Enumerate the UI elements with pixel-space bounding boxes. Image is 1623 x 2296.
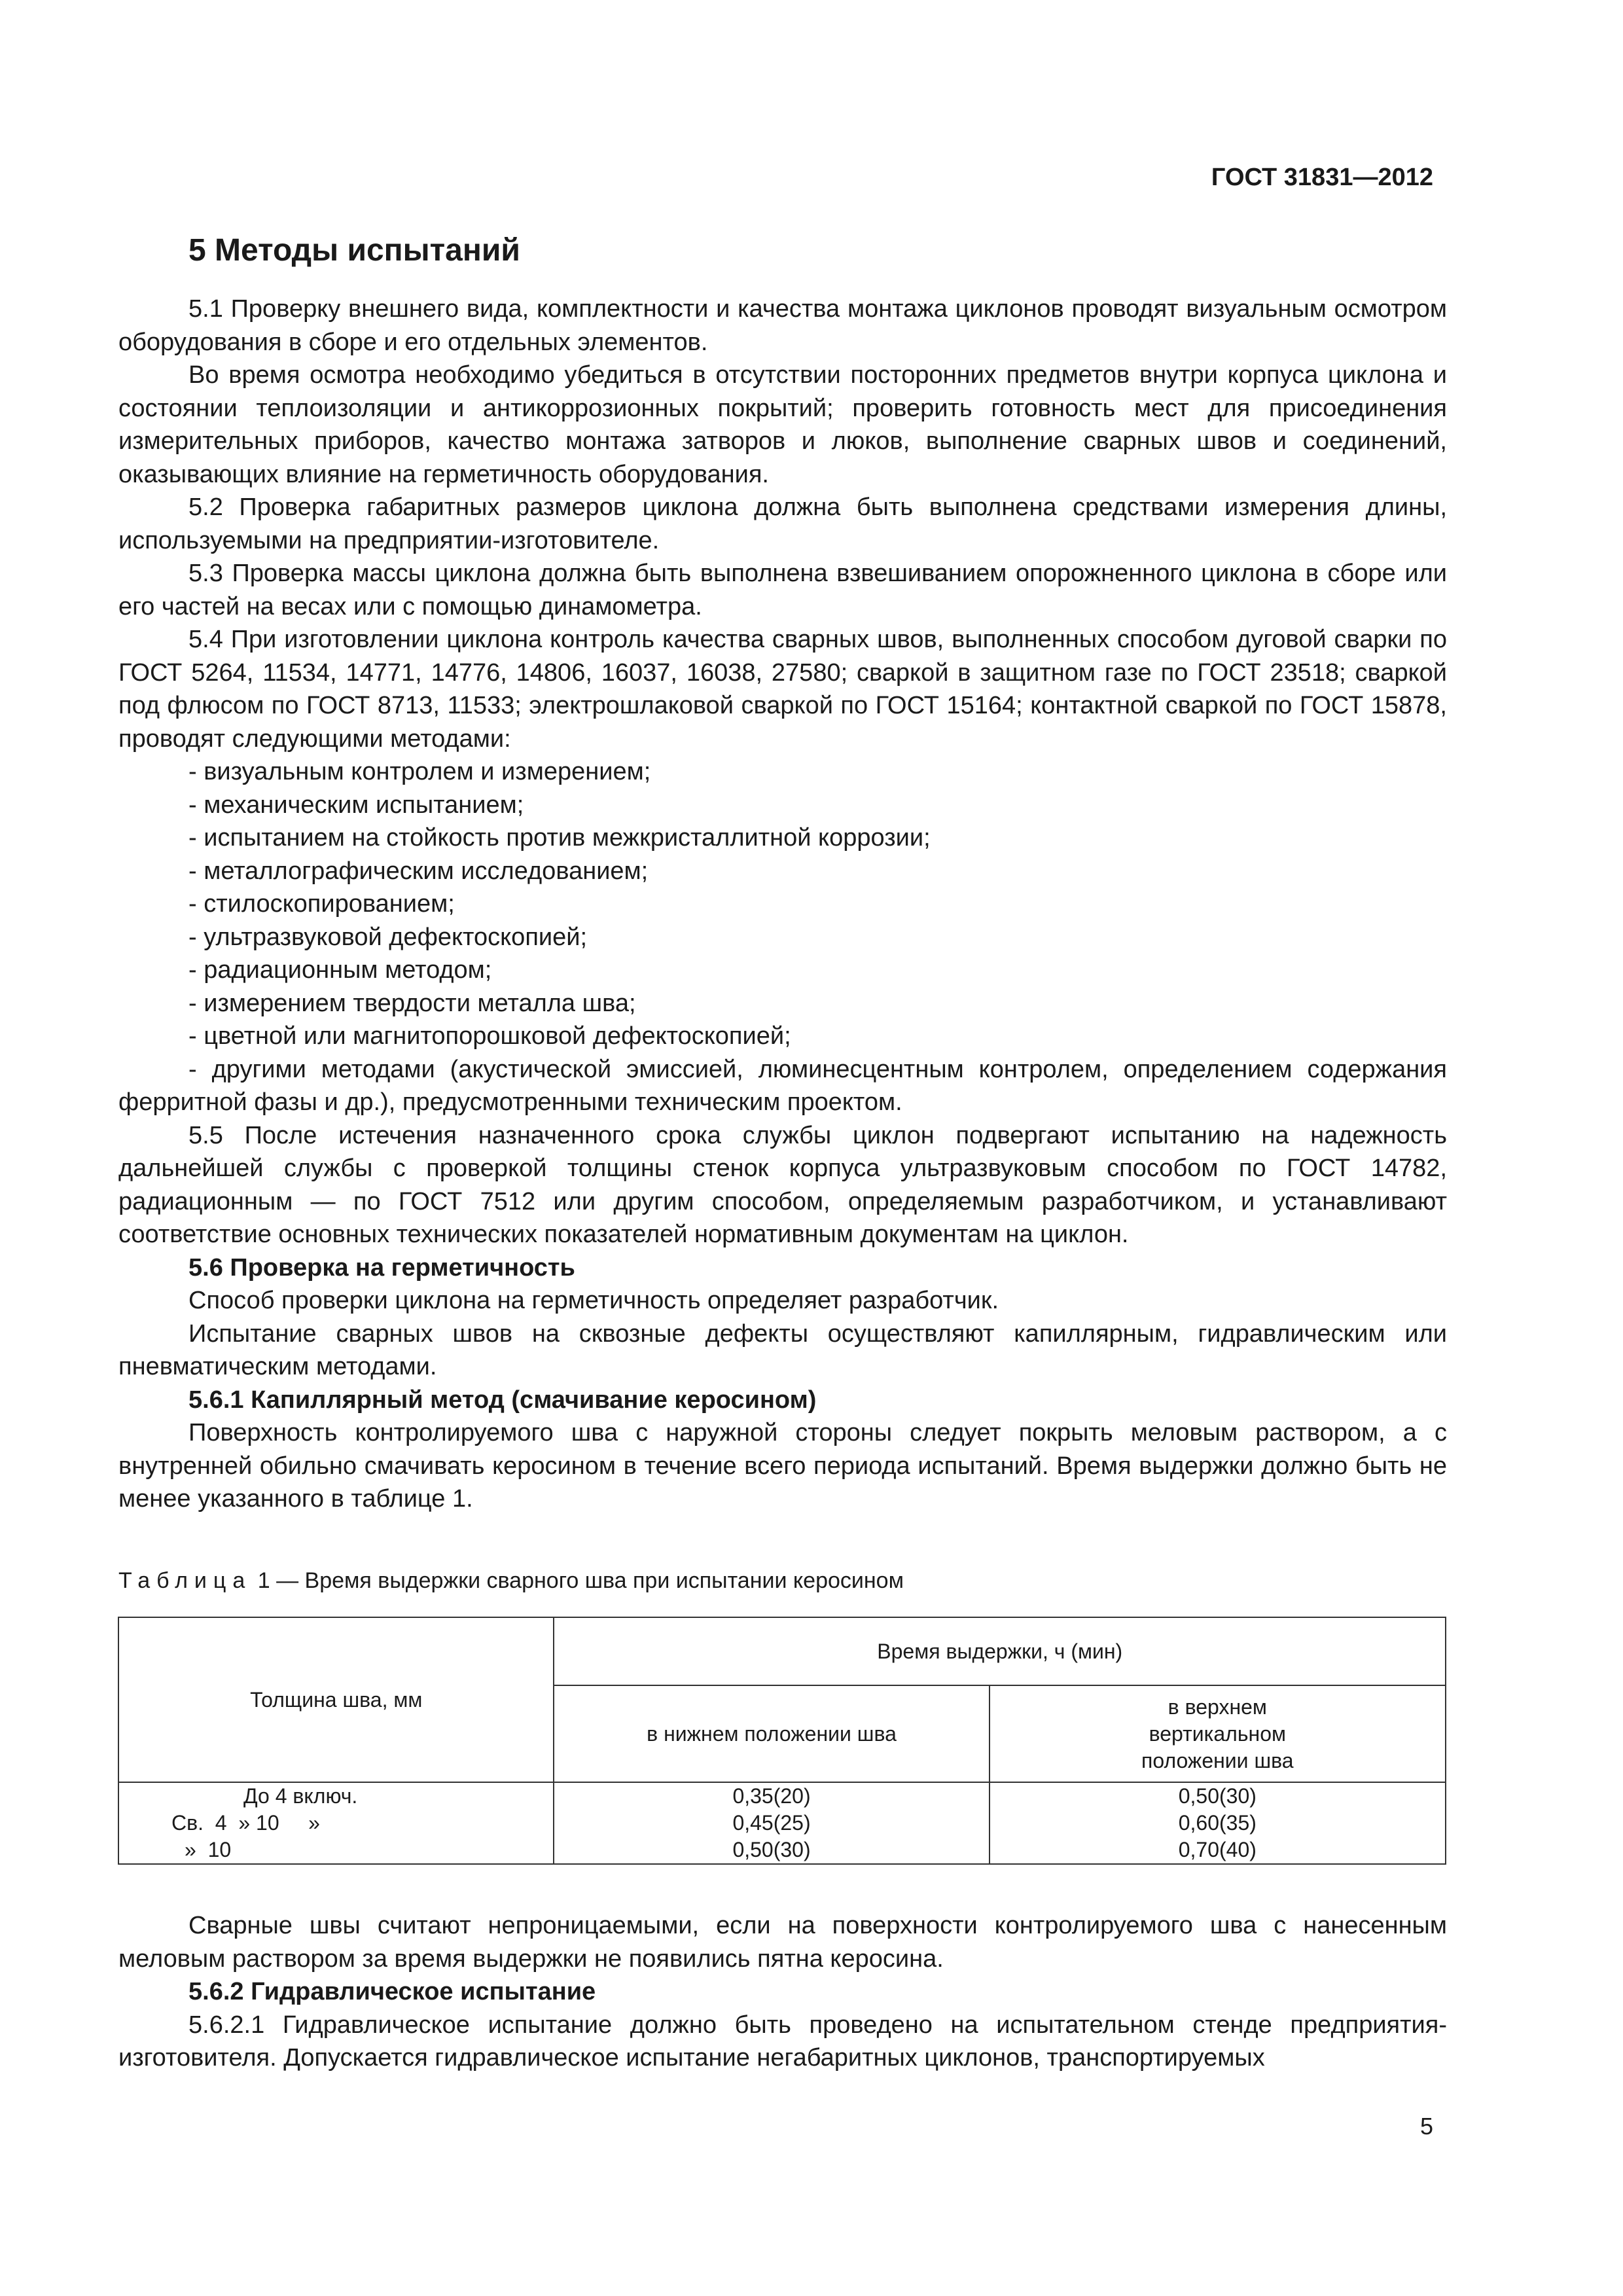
paragraph-inspection: Во время осмотра необходимо убедиться в отсутствии посторонних предметов внутри корпуса циклона и состоянии теплоизоляции и антикоррозионных покрытий; проверить готовность мест для присоединения измерительных приборов, качество монтажа затворов и люков, выполнение сварных швов и соединений, оказывающих влияние на герметичность оборудования. <box>118 361 1447 488</box>
section-title: 5 Методы испытаний <box>188 233 520 268</box>
paragraph-5-6-a: Способ проверки циклона на герметичность определяет разработчик. <box>188 1287 999 1314</box>
lower-cell <box>554 1782 989 1864</box>
thickness-1: Св. 4 » 10 » <box>171 1811 320 1835</box>
table-caption <box>118 1568 904 1594</box>
paragraph-5-1: 5.1 Проверку внешнего вида, комплектности и качества монтажа циклонов проводят визуальным осмотром оборудования в сборе и его отдельных элементов. <box>118 295 1447 356</box>
list-item: - визуальным контролем и измерением; <box>188 758 651 785</box>
list-item: - металлографическим исследованием; <box>188 857 649 885</box>
list-item: - цветной или магнитопорошковой дефектоскопией; <box>188 1022 791 1050</box>
lower-0: 0,35(20) <box>732 1784 811 1808</box>
paragraph-5-4: 5.4 При изготовлении циклона контроль качества сварных швов, выполненных способом дуговой сварки по ГОСТ 5264, 11534, 14771, 14776, 14806, 16037, 16038, 27580; сваркой в защитном газе по ГОСТ 23518; сваркой под флюсом по ГОСТ 8713, 11533; электрошлаковой сваркой по ГОСТ 15164; контактной сваркой по ГОСТ 15878, проводят следующими методами: <box>118 626 1447 753</box>
lower-2: 0,50(30) <box>732 1838 811 1861</box>
body-text <box>118 293 1447 1516</box>
paragraph-5-6-1: Поверхность контролируемого шва с наружной стороны следует покрыть меловым раствором, а с внутренней обильно смачивать керосином в течение всего периода испытаний. Время выдержки должно быть не менее указанного в таблице 1. <box>118 1419 1447 1513</box>
thickness-2: » 10 <box>185 1838 232 1861</box>
heading-5-6-1: 5.6.1 Капиллярный метод (смачивание керосином) <box>188 1386 817 1414</box>
page-number: 5 <box>1419 2113 1433 2140</box>
list-item: - ультразвуковой дефектоскопией; <box>188 923 588 951</box>
list-item: - радиационным методом; <box>188 956 492 984</box>
header-upper-position <box>990 1685 1446 1782</box>
list-item-last: - другими методами (акустической эмиссией, люминесцентным контролем, определением содержания ферритной фазы и др.), предусмотренными техническим проектом. <box>118 1055 1447 1116</box>
paragraph-5-6-b: Испытание сварных швов на сквозные дефекты осуществляют капиллярным, гидравлическим или пневматическим методами. <box>118 1319 1447 1380</box>
upper-1: 0,60(35) <box>1178 1811 1257 1835</box>
thickness-0: До 4 включ. <box>243 1784 358 1808</box>
list-item: - стилоскопированием; <box>188 890 455 918</box>
table-1 <box>118 1617 1446 1865</box>
paragraph-5-5: 5.5 После истечения назначенного срока службы циклон подвергают испытанию на надежность дальнейшей службы с проверкой толщины стенок корпуса ультразвуковым способом по ГОСТ 14782, радиационным — по ГОСТ 7512 или другим способом, определяемым разработчиком, и устанавливают соответствие основных технических показателей нормативным документам на циклон. <box>118 1121 1447 1248</box>
document-id: ГОСТ 31831—2012 <box>1211 164 1433 191</box>
list-item: - измерением твердости металла шва; <box>188 989 636 1017</box>
header-time: Время выдержки, ч (мин) <box>554 1617 1446 1685</box>
list-item: - испытанием на стойкость против межкристаллитной коррозии; <box>188 824 931 852</box>
heading-5-6-2: 5.6.2 Гидравлическое испытание <box>188 1978 596 2005</box>
paragraph-5-3: 5.3 Проверка массы циклона должна быть выполнена взвешиванием опорожненного циклона в сборе или его частей на весах или с помощью динамометра. <box>118 560 1447 620</box>
paragraph-5-6-2-1: 5.6.2.1 Гидравлическое испытание должно быть проведено на испытательном стенде предприятия-изготовителя. Допускается гидравлическое испытание негабаритных циклонов, транспортируемых <box>118 2011 1447 2072</box>
upper-0: 0,50(30) <box>1178 1784 1257 1808</box>
thickness-cell <box>118 1782 554 1864</box>
table-caption-label: Таблица <box>118 1568 252 1593</box>
lower-1: 0,45(25) <box>732 1811 811 1835</box>
body-text-after-table <box>118 1909 1447 2075</box>
list-item: - механическим испытанием; <box>188 791 524 819</box>
table-caption-text: 1 — Время выдержки сварного шва при испытании керосином <box>251 1568 904 1593</box>
paragraph-after-table: Сварные швы считают непроницаемыми, если на поверхности контролируемого шва с нанесенным меловым раствором за время выдержки не появились пятна керосина. <box>118 1912 1447 1973</box>
header-thickness: Толщина шва, мм <box>118 1617 554 1782</box>
upper-2: 0,70(40) <box>1178 1838 1257 1861</box>
methods-list <box>118 755 1447 1119</box>
header-lower-position: в нижнем положении шва <box>554 1685 989 1782</box>
paragraph-5-2: 5.2 Проверка габаритных размеров циклона должна быть выполнена средствами измерения длины, используемыми на предприятии-изготовителе. <box>118 493 1447 554</box>
table-row <box>118 1782 1446 1864</box>
upper-cell <box>990 1782 1446 1864</box>
header-upper-text: в верхнем вертикальном положении шва <box>1141 1695 1294 1772</box>
heading-5-6: 5.6 Проверка на герметичность <box>188 1253 575 1282</box>
